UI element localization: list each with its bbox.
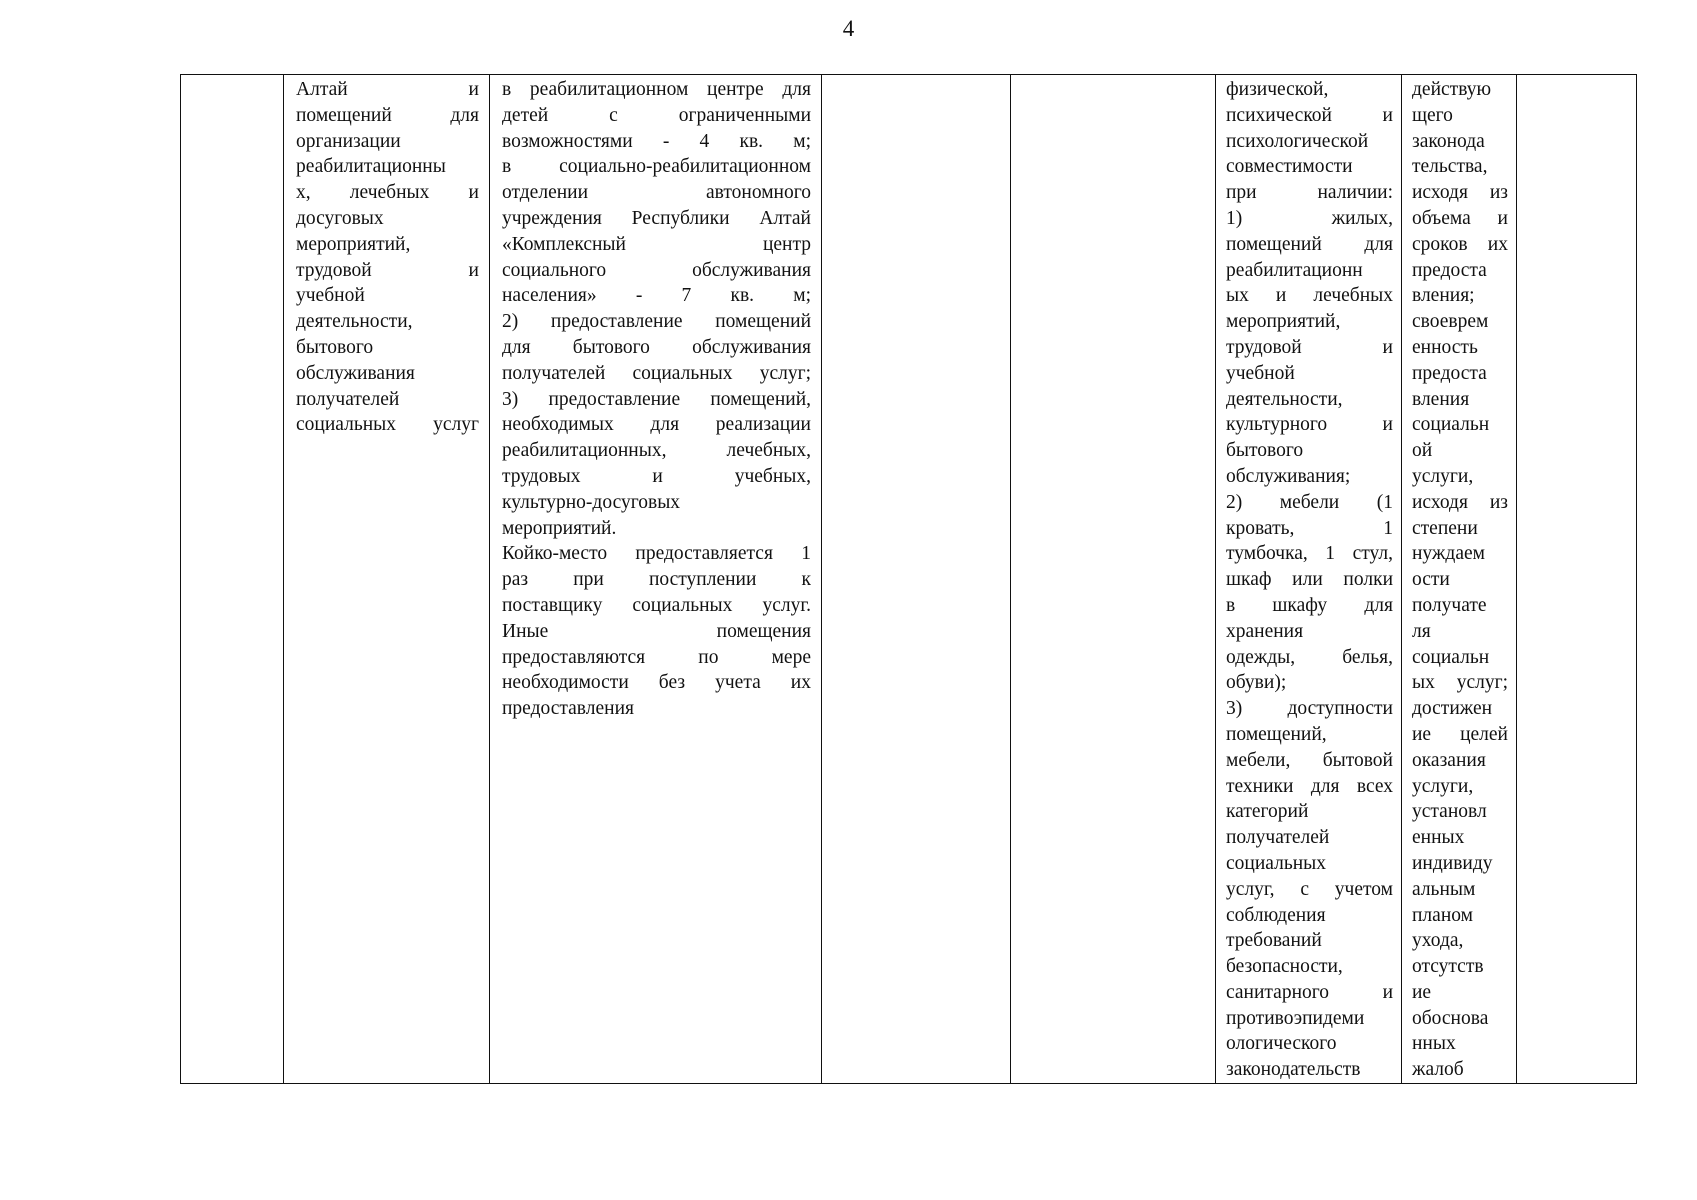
cell-number xyxy=(181,75,284,1084)
text-line: трудовой и xyxy=(1226,336,1393,358)
text-line: ие xyxy=(1412,981,1432,1003)
text-line: одежды, белья, xyxy=(1226,646,1393,668)
text-line: культурного и xyxy=(1226,414,1393,436)
text-line: социальн xyxy=(1412,646,1490,668)
text-line: физической, xyxy=(1226,79,1329,100)
text-line: 3) доступности xyxy=(1226,698,1393,720)
text-line: вления; xyxy=(1412,285,1475,307)
text-line: «Комплексный центр xyxy=(502,233,811,255)
text-line: поставщику социальных услуг. xyxy=(502,594,811,616)
text-line: реабилитационн xyxy=(1226,259,1363,281)
text-line: шкаф или полки xyxy=(1226,569,1393,591)
cell-quality-indicators xyxy=(1216,75,1402,1084)
text-line: получателей xyxy=(1226,827,1330,849)
cell-efficiency-conditions xyxy=(1402,75,1517,1084)
text-line: культурно-досуговых xyxy=(502,491,681,513)
text-line: противоэпидеми xyxy=(1226,1007,1365,1029)
text-line: учреждения Республики Алтай xyxy=(502,207,811,229)
text-line: социальных услуг xyxy=(296,414,479,436)
page-number: 4 xyxy=(842,16,855,41)
text-line: установл xyxy=(1412,801,1487,823)
text-line: ости xyxy=(1412,569,1450,591)
text-line: досуговых xyxy=(296,207,384,229)
cell-service-timing xyxy=(1011,75,1216,1084)
text-line: законодательств xyxy=(1226,1059,1361,1081)
text-line: индивиду xyxy=(1412,852,1493,874)
text-line: услуг, с учетом xyxy=(1226,878,1393,900)
text-line: раз при поступлении к xyxy=(502,569,811,591)
text-line: ухода, xyxy=(1412,930,1464,952)
text-line: деятельности, xyxy=(1226,388,1343,410)
cell-service-description xyxy=(490,75,822,1084)
text-line: помещений, xyxy=(1226,723,1327,745)
text-line: исходя из xyxy=(1412,491,1508,513)
table-row xyxy=(181,75,1637,1084)
text-line: населения» - 7 кв. м; xyxy=(502,285,811,307)
text-line: получате xyxy=(1412,594,1487,616)
text-line: ых услуг; xyxy=(1412,672,1508,694)
text-line: психической и xyxy=(1226,104,1393,126)
text-line: тельства, xyxy=(1412,156,1488,178)
text-line: категорий xyxy=(1226,801,1309,823)
text-line: отделении автономного xyxy=(502,182,811,204)
text-line: объема и xyxy=(1412,207,1508,229)
text-line: в реабилитационном центре для xyxy=(502,79,811,100)
text-line: бытового xyxy=(1226,440,1304,462)
text-line: Иные помещения xyxy=(502,620,811,642)
text-line: услуги, xyxy=(1412,465,1474,487)
text-line: вления xyxy=(1412,388,1470,410)
text-line: получателей социальных услуг; xyxy=(502,362,811,384)
text-line: учебной xyxy=(296,285,365,307)
text-line: психологической xyxy=(1226,130,1369,152)
cell-service-volume xyxy=(822,75,1011,1084)
text-line: щего xyxy=(1412,104,1453,126)
text-line: мероприятий, xyxy=(1226,311,1341,333)
text-line: предоста xyxy=(1412,259,1487,281)
text-line: жалоб xyxy=(1412,1059,1464,1081)
text-line: Койко-место предоставляется 1 xyxy=(502,543,811,565)
text-line: обуви); xyxy=(1226,672,1287,694)
text-line: исходя из xyxy=(1412,182,1508,204)
text-line: ой xyxy=(1412,440,1433,462)
text-line: в социально-реабилитационном xyxy=(502,156,811,178)
text-line: Алтай и xyxy=(296,79,479,100)
text-line: своеврем xyxy=(1412,311,1489,333)
text-line: предоставления xyxy=(502,698,634,720)
text-line: оказания xyxy=(1412,749,1486,771)
text-line: енность xyxy=(1412,336,1478,358)
text-line: кровать, 1 xyxy=(1226,517,1393,539)
cell-notes xyxy=(1517,75,1637,1084)
text-line: нных xyxy=(1412,1033,1456,1055)
text-line: 2) мебели (1 xyxy=(1226,491,1393,513)
text-line: действую xyxy=(1412,79,1492,100)
text-line: х, лечебных и xyxy=(296,182,479,204)
text-line: 2) предоставление помещений xyxy=(502,311,811,333)
text-line: отсутств xyxy=(1412,956,1484,978)
text-line: ля xyxy=(1412,620,1431,642)
text-line: социальн xyxy=(1412,414,1490,436)
text-line: 1) жилых, xyxy=(1226,207,1393,229)
text-line: реабилитационны xyxy=(296,156,446,178)
text-line: требований xyxy=(1226,930,1322,952)
text-line: трудовых и учебных, xyxy=(502,465,811,487)
text-line: хранения xyxy=(1226,620,1304,642)
text-line: учебной xyxy=(1226,362,1295,384)
text-line: ых и лечебных xyxy=(1226,285,1393,307)
text-line: мероприятий, xyxy=(296,233,411,255)
text-line: реабилитационных, лечебных, xyxy=(502,440,811,462)
text-line: возможностями - 4 кв. м; xyxy=(502,130,811,152)
text-line: сроков их xyxy=(1412,233,1508,255)
text-line: предоста xyxy=(1412,362,1487,384)
text-line: достижен xyxy=(1412,698,1493,720)
services-table xyxy=(180,74,1637,1084)
text-line: помещений для xyxy=(296,104,479,126)
text-line: обслуживания; xyxy=(1226,465,1351,487)
text-line: ологического xyxy=(1226,1033,1337,1055)
text-line: услуги, xyxy=(1412,775,1474,797)
text-line: необходимости без учета их xyxy=(502,672,811,694)
text-line: соблюдения xyxy=(1226,904,1326,926)
text-line: социального обслуживания xyxy=(502,259,811,281)
text-line: необходимых для реализации xyxy=(502,414,811,436)
text-line: планом xyxy=(1412,904,1473,926)
text-line: социальных xyxy=(1226,852,1327,874)
text-line: трудовой и xyxy=(296,259,479,281)
text-line: законода xyxy=(1412,130,1485,152)
text-line: обслуживания xyxy=(296,362,415,384)
text-line: ие целей xyxy=(1412,723,1508,745)
text-line: степени xyxy=(1412,517,1478,539)
text-line: деятельности, xyxy=(296,311,413,333)
text-line: тумбочка, 1 стул, xyxy=(1226,543,1393,565)
text-line: альным xyxy=(1412,878,1476,900)
text-line: получателей xyxy=(296,388,400,410)
text-line: бытового xyxy=(296,336,374,358)
text-line: в шкафу для xyxy=(1226,594,1393,616)
text-line: помещений для xyxy=(1226,233,1393,255)
text-line: для бытового обслуживания xyxy=(502,336,811,358)
text-line: при наличии: xyxy=(1226,182,1393,204)
text-line: енных xyxy=(1412,827,1465,849)
text-line: детей с ограниченными xyxy=(502,104,811,126)
text-line: техники для всех xyxy=(1226,775,1393,797)
text-line: обоснова xyxy=(1412,1007,1489,1029)
text-line: мероприятий. xyxy=(502,517,617,539)
text-line: предоставляются по мере xyxy=(502,646,811,668)
text-line: санитарного и xyxy=(1226,981,1393,1003)
text-line: организации xyxy=(296,130,401,152)
text-line: нуждаем xyxy=(1412,543,1485,565)
text-line: 3) предоставление помещений, xyxy=(502,388,811,410)
text-line: безопасности, xyxy=(1226,956,1343,978)
cell-service-name xyxy=(284,75,490,1084)
text-line: мебели, бытовой xyxy=(1226,749,1393,771)
text-line: совместимости xyxy=(1226,156,1353,178)
